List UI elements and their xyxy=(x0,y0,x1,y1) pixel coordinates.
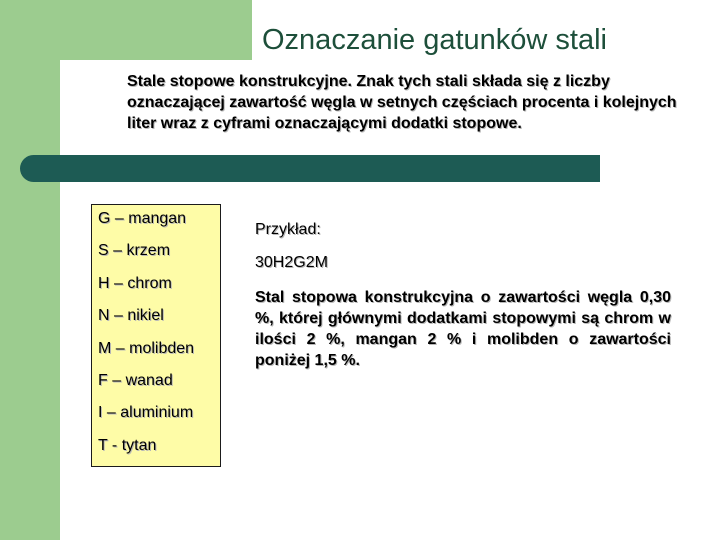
intro-text: Stale stopowe konstrukcyjne. Znak tych stali składa się z liczby oznaczającej zawartość węgla w setnych częściach procenta i kolejnych liter wraz z cyframi oznaczającymi dodatki stopowe. xyxy=(127,73,677,132)
example-description: Stal stopowa konstrukcyjna o zawartości węgla 0,30 %, której głównymi dodatkami stopowymi są chrom w ilości 2 %, mangan 2 % i molibden o zawartości poniżej 1,5 %. xyxy=(255,289,671,369)
list-item: F – wanad xyxy=(98,371,173,389)
list-item: H – chrom xyxy=(98,274,172,292)
left-accent-band xyxy=(0,0,60,540)
slide-title: Oznaczanie gatunków stali xyxy=(262,24,607,56)
alloy-elements-list xyxy=(91,204,221,467)
accent-corner-curve xyxy=(60,60,120,120)
divider-bar xyxy=(20,155,600,182)
example-code: 30H2G2M xyxy=(255,254,328,271)
list-item: S – krzem xyxy=(98,242,171,260)
list-item: T - tytan xyxy=(98,436,157,454)
example-label: Przykład: xyxy=(255,221,321,238)
list-item: N – nikiel xyxy=(98,307,164,325)
list-item: M – molibden xyxy=(98,339,195,357)
list-item: G – mangan xyxy=(98,210,187,227)
top-accent-band xyxy=(0,0,252,60)
list-item: I – aluminium xyxy=(98,404,194,422)
